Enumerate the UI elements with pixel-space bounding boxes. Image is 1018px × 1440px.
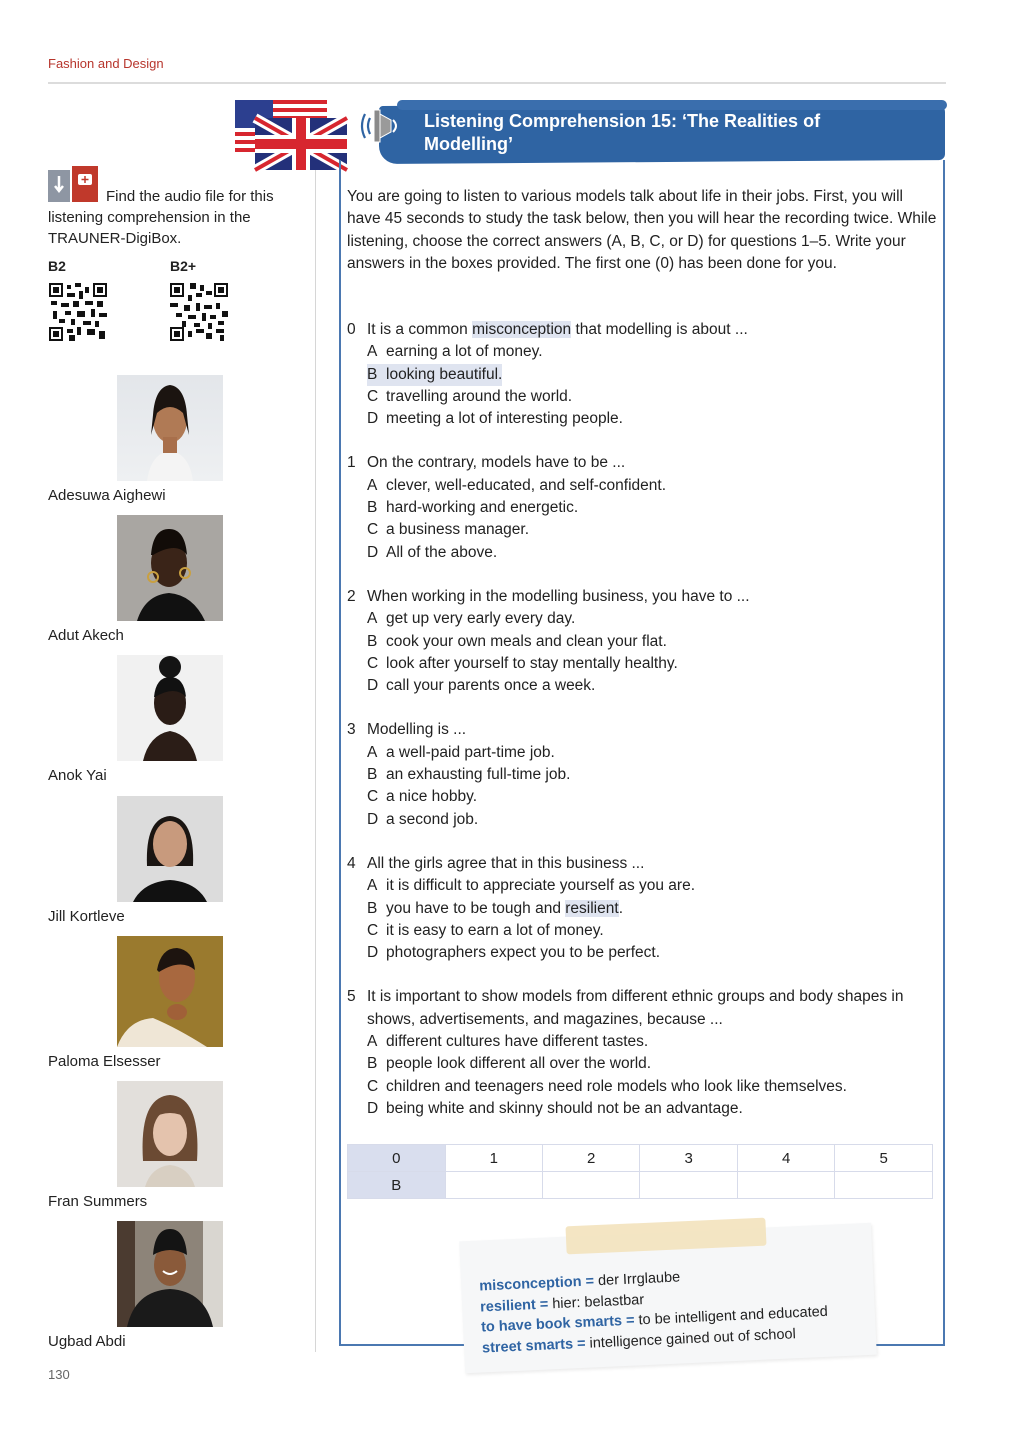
option: B you have to be tough and resilient. (367, 899, 623, 917)
option: B cook your own meals and clean your flat. (367, 632, 667, 650)
top-divider (48, 82, 946, 84)
vocab-highlight: resilient (565, 899, 619, 917)
option: B people look different all over the world. (367, 1055, 652, 1073)
question-3 (347, 719, 943, 830)
option: C a nice hobby. (367, 788, 478, 806)
model-photo (117, 936, 223, 1047)
vocab-item: street smarts = intelligence gained out of school (481, 1325, 797, 1356)
question-stem: It is important to show models from different ethnic groups and body shapes in shows, advertisements, and magazines, because ... (367, 988, 904, 1028)
answer-header-cell: 3 (640, 1145, 737, 1172)
model-name: Adut Akech (48, 627, 124, 644)
option: D All of the above. (367, 543, 498, 561)
qr-code-b2[interactable] (49, 283, 107, 341)
question-number: 1 (347, 454, 356, 472)
answer-cell[interactable] (737, 1172, 834, 1199)
answer-header-cell: 0 (348, 1145, 446, 1172)
option: C children and teenagers need role models who look like themselves. (367, 1077, 847, 1095)
model-name: Fran Summers (48, 1193, 148, 1210)
level-label-b2plus: B2+ (170, 258, 197, 274)
answer-cell[interactable] (640, 1172, 737, 1199)
question-stem: Modelling is ... (367, 721, 467, 739)
digibox-info: Find the audio file for this listening comprehension in the TRAUNER-DigiBox. (48, 188, 274, 247)
uk-flag-icon (255, 118, 347, 170)
answer-header-cell: 1 (445, 1145, 542, 1172)
answer-cell[interactable] (542, 1172, 639, 1199)
question-2 (347, 586, 943, 697)
answer-table (347, 1144, 933, 1199)
option: A get up very early every day. (367, 610, 576, 628)
option: C look after yourself to stay mentally healthy. (367, 654, 678, 672)
option: C a business manager. (367, 521, 530, 539)
option: C travelling around the world. (367, 387, 573, 405)
model-photo (117, 515, 223, 621)
answer-cell[interactable] (835, 1172, 933, 1199)
title-banner (357, 100, 947, 164)
model-name: Anok Yai (48, 767, 107, 784)
option: D a second job. (367, 810, 479, 828)
question-list (347, 319, 943, 1142)
vocab-highlight: misconception (472, 321, 572, 338)
model-name: Paloma Elsesser (48, 1053, 161, 1070)
question-0 (347, 319, 943, 430)
page-title: Listening Comprehension 15: ‘The Realities of Modelling’ (424, 111, 821, 154)
question-number: 0 (347, 321, 356, 338)
answer-highlight: B looking beautiful. (367, 364, 502, 386)
section-label: Fashion and Design (48, 56, 164, 71)
model-photo (117, 1081, 223, 1187)
answer-table-answer-row (348, 1172, 933, 1199)
option-selected (347, 364, 943, 386)
option: A a well-paid part-time job. (367, 743, 555, 761)
option: A it is difficult to appreciate yourself as you are. (367, 877, 696, 895)
answer-header-cell: 5 (835, 1145, 933, 1172)
question-1 (347, 452, 943, 563)
question-number: 3 (347, 721, 356, 739)
option: D call your parents once a week. (367, 677, 596, 695)
column-divider (315, 170, 316, 1352)
model-photo (117, 796, 223, 902)
flags-icon (233, 96, 351, 174)
question-stem: All the girls agree that in this business ... (367, 854, 645, 872)
model-name: Jill Kortleve (48, 908, 125, 925)
question-stem: On the contrary, models have to be ... (367, 454, 626, 472)
model-name: Ugbad Abdi (48, 1333, 126, 1350)
model-name: Adesuwa Aighewi (48, 487, 166, 504)
answer-cell: B (348, 1172, 446, 1199)
question-stem: When working in the modelling business, you have to ... (367, 587, 750, 605)
option: D being white and skinny should not be an advantage. (367, 1099, 743, 1117)
question-number: 4 (347, 854, 356, 872)
option: B hard-working and energetic. (367, 499, 579, 517)
option: D meeting a lot of interesting people. (367, 410, 623, 428)
option: B an exhausting full-time job. (367, 766, 571, 784)
vocab-item: to have book smarts = to be intelligent and educated (480, 1303, 829, 1336)
speaker-icon (357, 106, 401, 146)
qr-code-b2plus[interactable] (170, 283, 228, 341)
page-number: 130 (48, 1367, 70, 1382)
option: C it is easy to earn a lot of money. (367, 921, 604, 939)
question-number: 2 (347, 587, 356, 605)
answer-table-header-row (348, 1145, 933, 1172)
question-4 (347, 853, 943, 964)
answer-header-cell: 4 (737, 1145, 834, 1172)
option: A clever, well-educated, and self-confident. (367, 476, 667, 494)
instructions: You are going to listen to various models talk about life in their jobs. First, you will have 45 seconds to study the task below, then you will hear the recording twice. While listening, choose the correct answers (A, B, C, or D) for questions 1–5. Write your answers in the boxes provided. The first one (0) has been done for you. (347, 188, 937, 273)
option: A earning a lot of money. (367, 343, 543, 361)
banner-brush-edge (397, 100, 947, 110)
model-photo (117, 1221, 223, 1327)
question-stem: It is a common misconception that modelling is about ... (367, 321, 748, 338)
question-number: 5 (347, 988, 356, 1006)
model-photo (117, 375, 223, 481)
model-photo (117, 655, 223, 761)
option: A different cultures have different tastes. (367, 1033, 649, 1051)
question-5 (347, 986, 943, 1120)
vocab-item: misconception = der Irrglaube (478, 1269, 681, 1295)
answer-cell[interactable] (445, 1172, 542, 1199)
option: D photographers expect you to be perfect. (367, 944, 661, 962)
answer-header-cell: 2 (542, 1145, 639, 1172)
level-label-b2: B2 (48, 258, 66, 274)
vocab-item: resilient = hier: belastbar (479, 1291, 645, 1316)
